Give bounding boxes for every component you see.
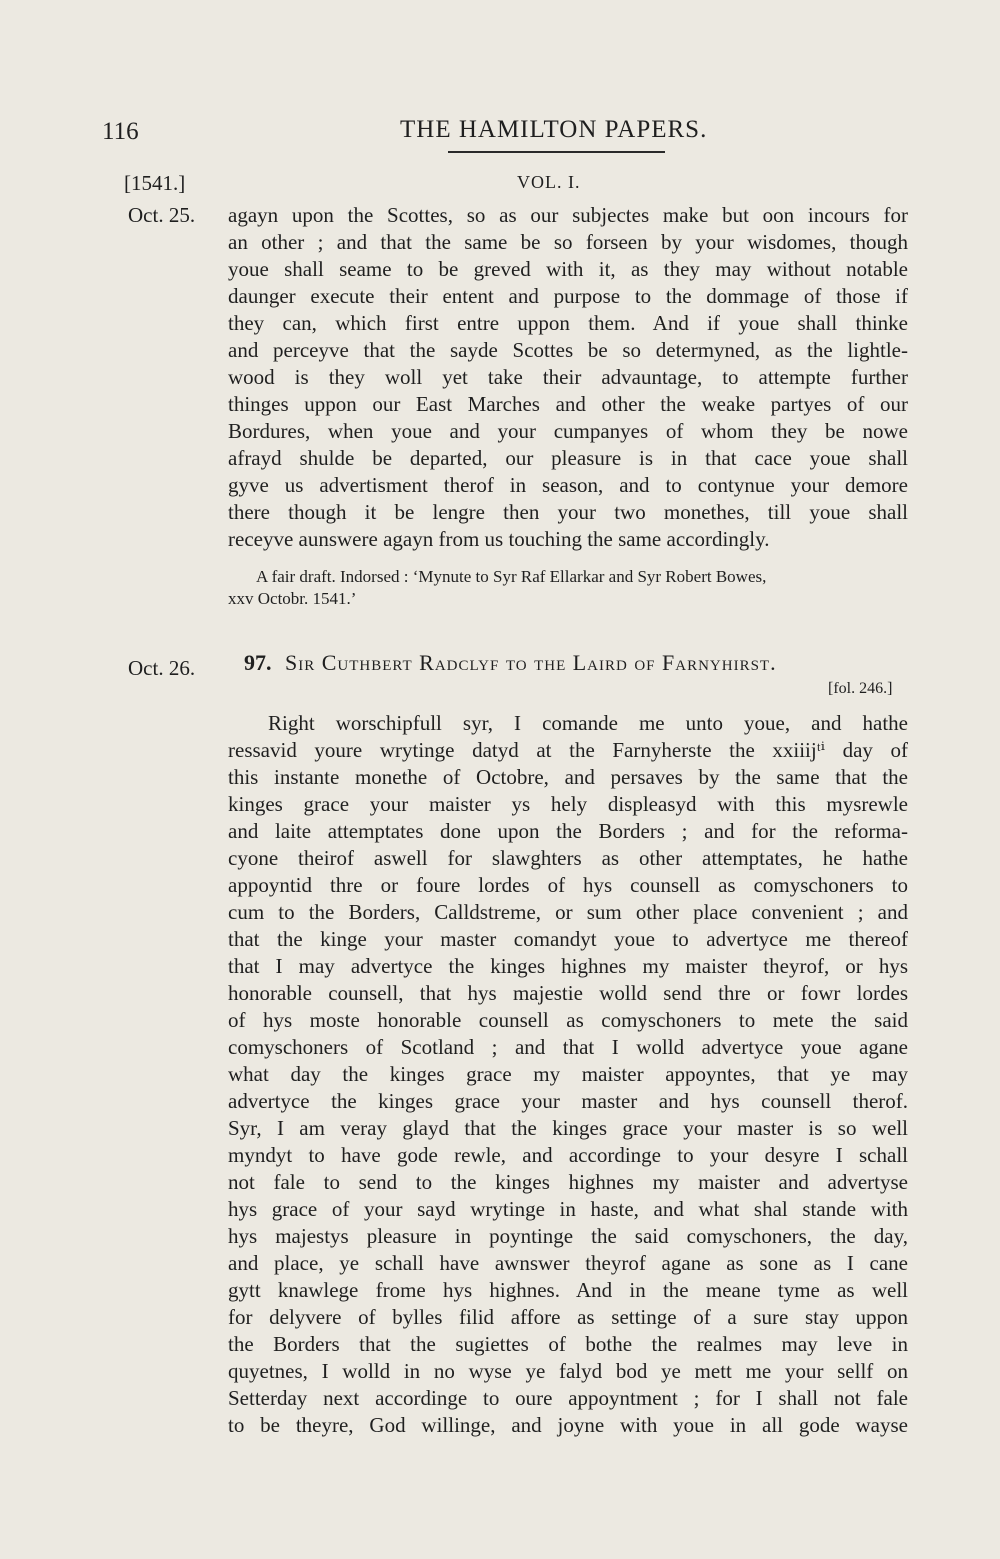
- text-line: youe shall seame to be greved with it, as they may without notable: [228, 257, 908, 281]
- text-line: an other ; and that the same be so forseen by your wisdomes, though: [228, 230, 908, 254]
- text-line: cum to the Borders, Calldstreme, or sum other place convenient ; and: [228, 900, 908, 924]
- entry-number: 97.: [244, 650, 272, 675]
- margin-year: [1541.]: [124, 171, 186, 195]
- text-line: Bordures, when youe and your cumpanyes of whom they be nowe: [228, 419, 908, 443]
- text-line: myndyt to have gode rewle, and accordinge to your desyre I schall: [228, 1143, 908, 1167]
- text-line: gytt knawlege frome hys highnes. And in the meane tyme as well: [228, 1278, 908, 1302]
- text-line: the Borders that the sugiettes of bothe the realmes may leve in: [228, 1332, 908, 1356]
- text-line: advertyce the kinges grace your master and hys counsell therof.: [228, 1089, 908, 1113]
- text-line: quyetnes, I wolld in no wyse ye falyd bod ye mett me your sellf on: [228, 1359, 908, 1383]
- text-line: gyve us advertisment therof in season, and to contynue your demore: [228, 473, 908, 497]
- text-line: what day the kinges grace my maister appoyntes, that ye may: [228, 1062, 908, 1086]
- text-line: honorable counsell, that hys majestie wolld send thre or fowr lordes: [228, 981, 908, 1005]
- text-line: receyve aunswere agayn from us touching the same accordingly.: [228, 527, 770, 551]
- margin-date-entry-96: Oct. 25.: [128, 203, 196, 227]
- text-line: Setterday next accordinge to oure appoyntment ; for I shall not fale: [228, 1386, 908, 1410]
- text-line: hys majestys pleasure in poyntinge the said comyschoners, the day,: [228, 1224, 908, 1248]
- text-line: not fale to send to the kinges highnes my maister and advertyse: [228, 1170, 908, 1194]
- margin-date-entry-97: Oct. 26.: [128, 656, 196, 680]
- editorial-note: [228, 566, 908, 610]
- text-line: and perceyve that the sayde Scottes be so determyned, as the lightle-: [228, 338, 908, 362]
- volume-label: VOL. I.: [517, 172, 581, 192]
- text-line: and laite attemptates done upon the Borders ; and for the reforma-: [228, 819, 908, 843]
- text-line: to be theyre, God willinge, and joyne with youe in all gode wayse: [228, 1413, 908, 1437]
- text-line: they can, which first entre uppon them. And if youe shall thinke: [228, 311, 908, 335]
- text-line: that I may advertyce the kinges highnes my maister theyrof, or hys: [228, 954, 908, 978]
- text-line: and place, ye schall have awnswer theyrof agane as sone as I cane: [228, 1251, 908, 1275]
- text-line: A fair draft. Indorsed : ‘Mynute to Syr Raf Ellarkar and Syr Robert Bowes,: [256, 567, 767, 586]
- entry-97-text: [228, 710, 908, 1439]
- text-line: ressavid youre wrytinge datyd at the Farnyherste the xxiiijᵗⁱ day of: [228, 738, 908, 762]
- text-line: kinges grace your maister ys hely displeasyd with this mysrewle: [228, 792, 908, 816]
- folio-reference: [fol. 246.]: [828, 680, 893, 697]
- entry-97-heading: [244, 650, 908, 676]
- text-line: Right worschipfull syr, I comande me unto youe, and hathe: [268, 711, 908, 735]
- text-line: cyone theirof aswell for slawghters as other attemptates, he hathe: [228, 846, 908, 870]
- text-line: agayn upon the Scottes, so as our subjectes make but oon incours for: [228, 203, 908, 227]
- text-line: wood is they woll yet take their advauntage, to attempte further: [228, 365, 908, 389]
- text-line: hys grace of your sayd wrytinge in haste, and what shal stande with: [228, 1197, 908, 1221]
- entry-96-text: [228, 202, 908, 553]
- entry-title: Sir Cuthbert Radclyf to the Laird of Farnyhirst.: [285, 650, 777, 675]
- text-line: xxv Octobr. 1541.’: [228, 589, 357, 608]
- text-line: there though it be lengre then your two monethes, till youe shall: [228, 500, 908, 524]
- text-line: that the kinge your master comandyt youe to advertyce me thereof: [228, 927, 908, 951]
- text-line: of hys moste honorable counsell as comyschoners to mete the said: [228, 1008, 908, 1032]
- text-line: Syr, I am veray glayd that the kinges grace your master is so well: [228, 1116, 908, 1140]
- text-line: for delyvere of bylles filid affore as settinge of a sure stay uppon: [228, 1305, 908, 1329]
- text-line: afrayd shulde be departed, our pleasure is in that cace youe shall: [228, 446, 908, 470]
- header-rule: [448, 151, 665, 153]
- page-header: [0, 112, 1000, 152]
- running-title: THE HAMILTON PAPERS.: [400, 116, 708, 143]
- text-line: this instante monethe of Octobre, and persaves by the same that the: [228, 765, 908, 789]
- text-line: thinges uppon our East Marches and other the weake partyes of our: [228, 392, 908, 416]
- text-line: daunger execute their entent and purpose to the dommage of those if: [228, 284, 908, 308]
- text-line: appoyntid thre or foure lordes of hys counsell as comyschoners to: [228, 873, 908, 897]
- text-line: comyschoners of Scotland ; and that I wolld advertyce youe agane: [228, 1035, 908, 1059]
- page-number: 116: [102, 118, 139, 145]
